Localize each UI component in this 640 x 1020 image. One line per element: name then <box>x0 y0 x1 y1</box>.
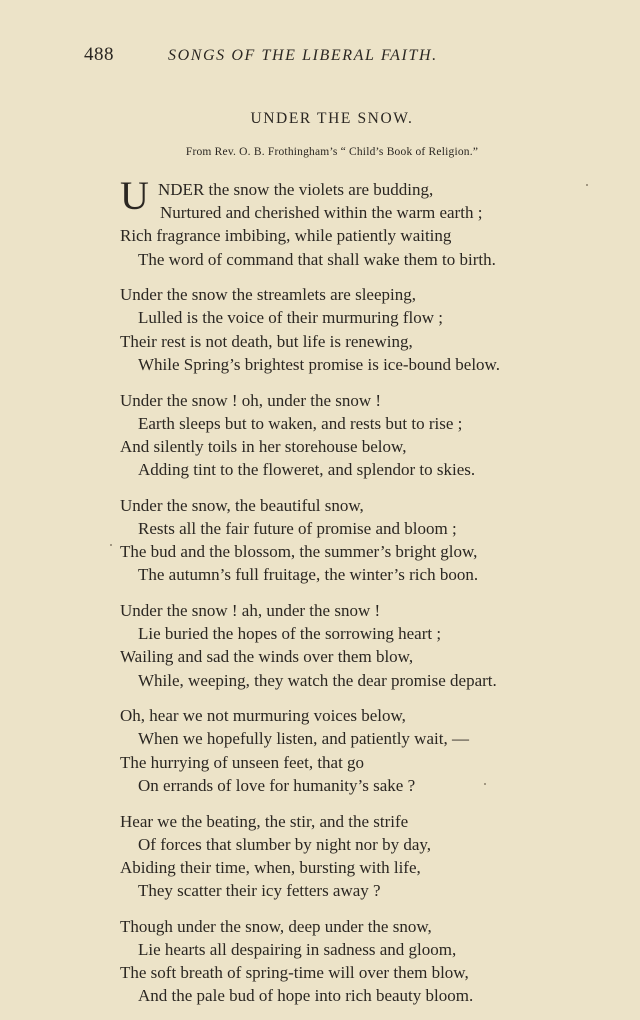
poem-line: The hurrying of unseen feet, that go <box>120 752 365 772</box>
poem-line: Rests all the fair future of promise and bloom ; <box>138 518 457 538</box>
poem-line: Lie hearts all despairing in sadness and gloom, <box>138 939 457 959</box>
paper-speck <box>586 184 588 186</box>
poem-line: While, weeping, they watch the dear promise depart. <box>138 670 497 690</box>
stanza-6 <box>120 704 590 797</box>
poem-line: Of forces that slumber by night nor by day, <box>138 834 432 854</box>
poem-line: And the pale bud of hope into rich beauty bloom. <box>138 986 474 1006</box>
poem-line: The bud and the blossom, the summer’s bright glow, <box>120 542 478 562</box>
poem-line: Abiding their time, when, bursting with life, <box>120 857 421 877</box>
poem-line: They scatter their icy fetters away ? <box>138 881 381 901</box>
poem-line: Lie buried the hopes of the sorrowing heart ; <box>138 624 442 644</box>
page-header <box>84 44 504 74</box>
poem-line: Under the snow ! ah, under the snow ! <box>120 601 381 620</box>
stanza-5 <box>120 599 590 692</box>
stanza-2 <box>120 283 590 376</box>
poem-line: Under the snow ! oh, under the snow ! <box>120 390 382 410</box>
page-number: 488 <box>84 44 114 65</box>
poem-line: Their rest is not death, but life is renewing, <box>120 331 413 351</box>
stanza-3 <box>120 389 590 482</box>
poem-line: The autumn’s full fruitage, the winter’s rich boon. <box>138 565 479 585</box>
poem-line: Under the snow, the beautiful snow, <box>120 495 364 515</box>
paper-speck <box>110 544 112 546</box>
stanza-1 <box>120 173 590 271</box>
drop-cap: U <box>120 173 149 218</box>
poem-title: UNDER THE SNOW. <box>250 110 414 127</box>
poem-line: Nurtured and cherished within the warm earth ; <box>160 203 483 223</box>
poem-line: Lulled is the voice of their murmuring flow ; <box>138 308 443 328</box>
poem-line: And silently toils in her storehouse below, <box>120 436 407 456</box>
poem-line: While Spring’s brightest promise is ice-bound below. <box>138 354 500 374</box>
poem-line: Though under the snow, deep under the snow, <box>120 916 432 936</box>
poem-line: Earth sleeps but to waken, and rests but to rise ; <box>138 413 463 433</box>
poem-line: Hear we the beating, the stir, and the strife <box>120 811 409 831</box>
poem-line: When we hopefully listen, and patiently wait, — <box>138 729 469 749</box>
paper-speck <box>484 783 486 785</box>
poem-line: The word of command that shall wake them to birth. <box>138 249 496 269</box>
poem-line: The soft breath of spring-time will over them blow, <box>120 963 469 983</box>
poem-line: Under the snow the streamlets are sleeping, <box>120 285 416 305</box>
poem-attribution: From Rev. O. B. Frothingham’s “ Child’s Book of Religion.” <box>185 146 479 158</box>
poem-line: Wailing and sad the winds over them blow, <box>120 647 414 667</box>
poem-line: Oh, hear we not murmuring voices below, <box>120 706 406 726</box>
stanza-8 <box>120 915 590 1008</box>
poem-body <box>120 173 590 1020</box>
poem-line-text: NDER the snow the violets are budding, <box>158 180 434 199</box>
poem-line: Adding tint to the floweret, and splendor to skies. <box>138 460 476 480</box>
running-head: SONGS OF THE LIBERAL FAITH. <box>168 47 438 64</box>
stanza-4 <box>120 494 590 587</box>
poem-line: On errands of love for humanity’s sake ? <box>138 775 416 795</box>
stanza-7 <box>120 810 590 903</box>
poem-line: Rich fragrance imbibing, while patiently waiting <box>120 226 452 246</box>
